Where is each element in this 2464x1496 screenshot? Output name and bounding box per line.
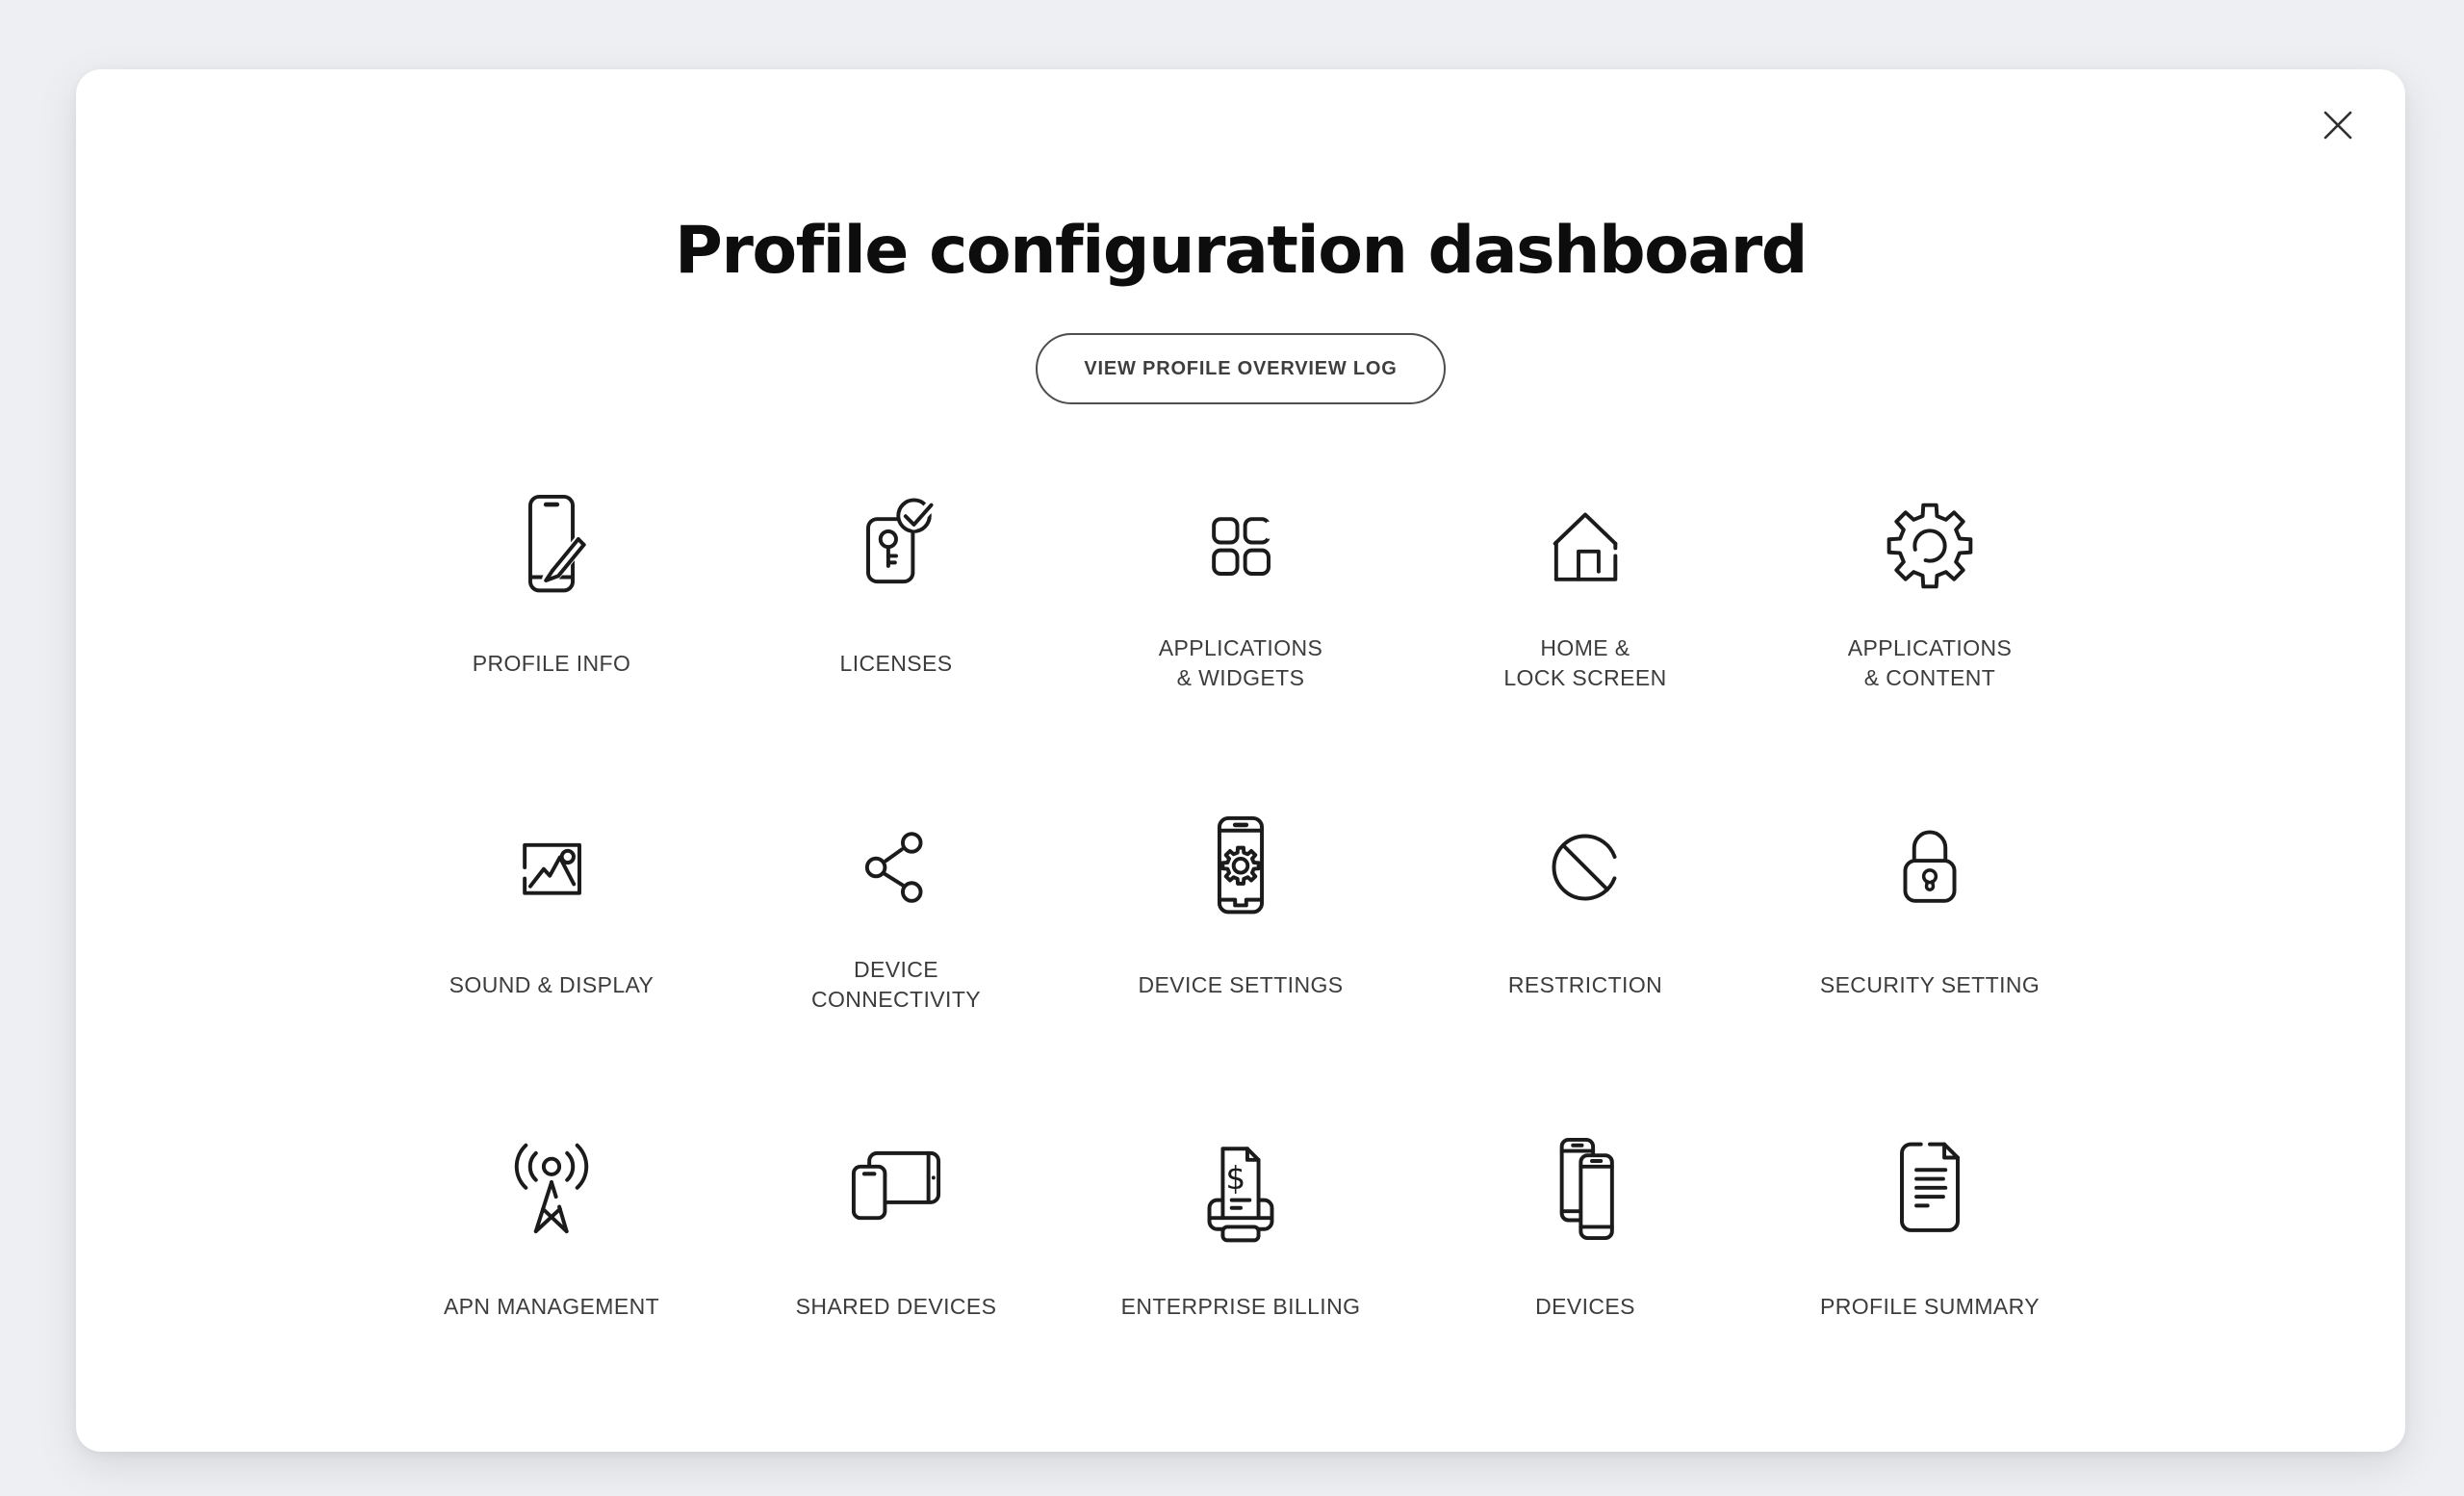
dashboard-item-profile-info[interactable]: [379, 483, 724, 695]
page-title: Profile configuration dashboard: [675, 213, 1807, 289]
item-label: [1535, 1275, 1635, 1338]
item-label-line: PROFILE SUMMARY: [1820, 1293, 2040, 1319]
item-label-line: PROFILE INFO: [472, 650, 631, 676]
dashboard-item-devices[interactable]: [1413, 1126, 1758, 1338]
phone-gear-icon: [1185, 805, 1296, 930]
dashboard-item-profile-summary[interactable]: [1758, 1126, 2102, 1338]
apps-grid-icon: [1185, 483, 1296, 608]
dashboard-item-applications-widgets[interactable]: [1068, 483, 1413, 695]
item-label-line: SECURITY SETTING: [1819, 971, 2040, 997]
item-label-line: DEVICES: [1535, 1293, 1635, 1319]
item-label-line: APPLICATIONS: [1847, 635, 2013, 661]
item-label-line: HOME &: [1540, 635, 1630, 661]
item-label-line: & WIDGETS: [1176, 665, 1305, 691]
dashboard-item-licenses[interactable]: [724, 483, 1068, 695]
item-label: [473, 632, 631, 695]
item-label: [449, 953, 654, 1017]
item-label: [1848, 632, 2013, 695]
phone-edit-icon: [496, 483, 607, 608]
item-label-line: DEVICE SETTINGS: [1138, 971, 1344, 997]
item-label: [811, 953, 981, 1017]
dashboard-item-sound-display[interactable]: [379, 805, 724, 1017]
item-label-line: SHARED DEVICES: [795, 1293, 997, 1319]
dashboard-item-shared-devices[interactable]: [724, 1126, 1068, 1338]
item-label: [840, 632, 953, 695]
two-phones-icon: [1529, 1126, 1641, 1251]
item-label-line: DEVICE: [853, 957, 939, 983]
profile-config-modal: [76, 69, 2405, 1452]
item-label: [1820, 953, 2040, 1017]
close-icon: [2317, 104, 2359, 146]
item-label-line: CONNECTIVITY: [810, 987, 982, 1013]
license-key-check-icon: [840, 483, 952, 608]
overview-button-row: [76, 333, 2405, 404]
item-label: [1820, 1275, 2040, 1338]
item-label: [1159, 632, 1323, 695]
dashboard-item-applications-content[interactable]: [1758, 483, 2102, 695]
billing-receipt-icon: [1185, 1126, 1296, 1251]
item-label: [1503, 632, 1666, 695]
item-label-line: APPLICATIONS: [1158, 635, 1323, 661]
dashboard-item-home-lock-screen[interactable]: [1413, 483, 1758, 695]
image-icon: [496, 805, 607, 930]
dashboard-item-apn-management[interactable]: [379, 1126, 724, 1338]
item-label-line: & CONTENT: [1863, 665, 1996, 691]
item-label-line: SOUND & DISPLAY: [449, 971, 654, 997]
share-nodes-icon: [840, 805, 952, 930]
padlock-icon: [1874, 805, 1986, 930]
prohibition-icon: [1529, 805, 1641, 930]
document-icon: [1874, 1126, 1986, 1251]
gear-icon: [1874, 483, 1986, 608]
item-label: [1138, 953, 1343, 1017]
item-label: [1508, 953, 1662, 1017]
view-profile-overview-log-button[interactable]: VIEW PROFILE OVERVIEW LOG: [1036, 333, 1445, 404]
close-button[interactable]: [2315, 102, 2361, 148]
radio-tower-icon: [496, 1126, 607, 1251]
item-label: [796, 1275, 997, 1338]
phone-tablet-icon: [840, 1126, 952, 1251]
item-label-line: APN MANAGEMENT: [443, 1293, 660, 1319]
dashboard-item-device-connectivity[interactable]: [724, 805, 1068, 1017]
dollar-glyph: $: [1225, 1160, 1246, 1198]
dashboard-item-security-setting[interactable]: [1758, 805, 2102, 1017]
item-label-line: ENTERPRISE BILLING: [1120, 1293, 1361, 1319]
item-label-line: LOCK SCREEN: [1503, 665, 1667, 691]
item-label: [1121, 1275, 1361, 1338]
dashboard-item-restriction[interactable]: [1413, 805, 1758, 1017]
item-label: [444, 1275, 659, 1338]
home-icon: [1529, 483, 1641, 608]
item-label-line: LICENSES: [839, 650, 953, 676]
dashboard-grid: [379, 483, 2102, 1338]
dashboard-item-enterprise-billing[interactable]: [1068, 1126, 1413, 1338]
item-label-line: RESTRICTION: [1507, 971, 1663, 997]
dashboard-item-device-settings[interactable]: [1068, 805, 1413, 1017]
